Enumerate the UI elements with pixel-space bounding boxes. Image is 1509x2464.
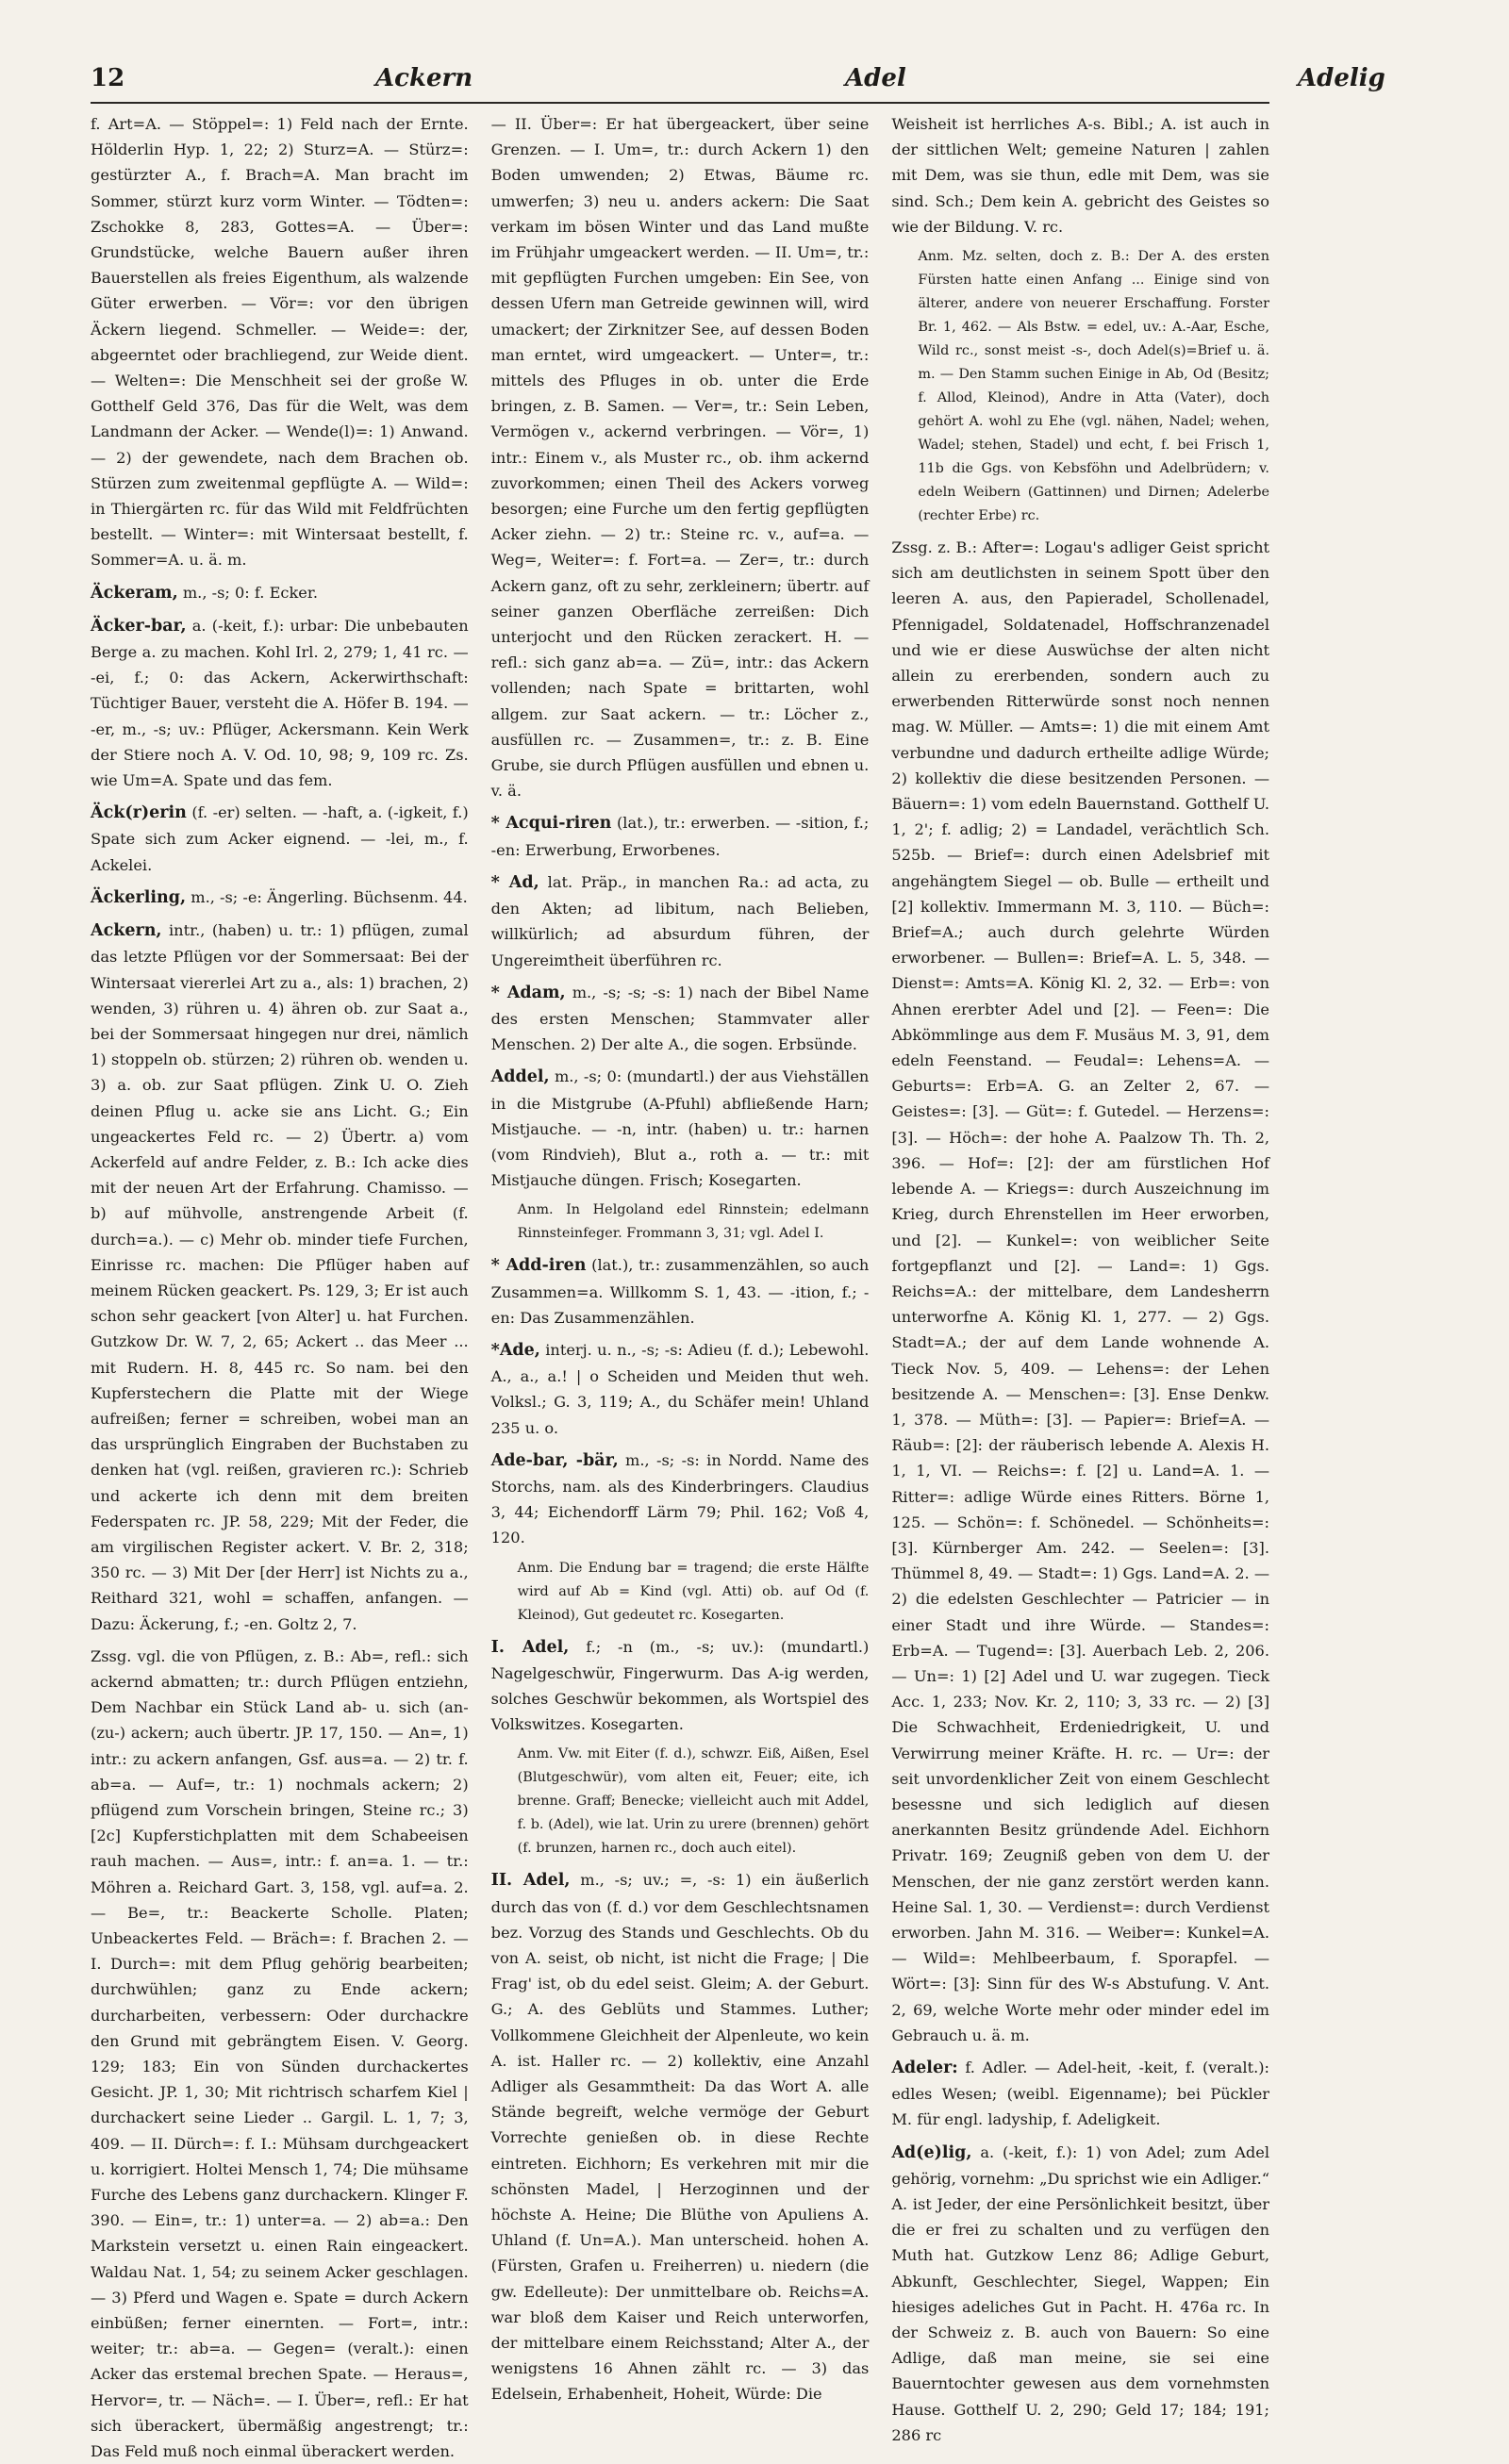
dictionary-entry xyxy=(491,1064,870,1193)
entry-headword: * Add-iren xyxy=(490,1256,587,1276)
dictionary-entry xyxy=(91,885,469,911)
entry-headword: * Ad, xyxy=(490,872,539,892)
header-rule xyxy=(91,102,1269,104)
dictionary-entry xyxy=(491,810,870,862)
page-header xyxy=(91,58,1385,96)
entry-text: a. (-keit, f.): 1) von Adel; zum Adel gehörig, vornehm: „Du sprichst wie ein Adliger.“ A. ist Jeder, der eine Persönlichkeit besitzt, über die er frei zu schalten und zu verfügen den Muth hat. Gutzkow Lenz 86; Adlige Geburt, Abkunft, Geschlechter, Siegel, Wappen; Ein hiesiges adeliches Gut in Pacht. H. 476a rc. In der Schweiz z. B. auch von Bauern: So eine Adlige, daß man meine, sie sei eine Bauerntochter gewesen aus dem vornehmsten Hause. Gotthelf U. 2, 290; Geld 17; 184; 191; 286 rc xyxy=(891,2142,1270,2444)
entry-text: (f. -er) selten. — -haft, a. (-igkeit, f.) Spate sich zum Acker eignend. — -lei, m., f. Ackelei. xyxy=(91,803,469,874)
dictionary-note xyxy=(491,1743,870,1860)
entry-text: Zssg. z. B.: After=: Logau's adliger Geist spricht sich am deutlichsten in seinem Spott über den leeren A. aus, den Papieradel, Schollenadel, Pfennigadel, Soldatenadel, Hoffschranzenadel und wie er diese Auswüchse der alten nicht allein zu ererbenden, sondern auch zu erwerbenden Ritterwürde sonst noch nennen mag. W. Müller. — Amts=: 1) die mit einem Amt verbundne und dadurch ertheilte adlige Würde; 2) kollektiv die diese besitzenden Personen. — Bäuern=: 1) vom edeln Bauernstand. Gotthelf U. 1, 2'; f. adlig; 2) = Landadel, verächtlich Sch. 525b. — Brief=: durch einen Adelsbrief mit angehängtem Siegel — ob. Bulle — ertheilt und [2] kollektiv. Immermann M. 3, 110. — Büch=: Brief=A.; auch durch gelehrte Würden erworbener. — Bullen=: Brief=A. L. 5, 348. — Dienst=: Amts=A. König Kl. 2, 32. — Erb=: von Ahnen ererbter Adel und [2]. — Feen=: Die Abkömmlinge aus dem F. Musäus M. 3, 91, dem edeln Feenstand. — Feudal=: Lehens=A. — Geburts=: Erb=A. G. an Zelter 2, 67. — Geistes=: [3]. — Güt=: f. Gutedel. — Herzens=: [3]. — Höch=: der hohe A. Paalzow Th. Th. 2, 396. — Hof=: [2]: der am fürstlichen Hof lebende A. — Kriegs=: durch Auszeichnung im Krieg, durch Ehrenstellen im Heer erworben, und [2]. — Kunkel=: von weiblicher Seite fortgepflanzt und [2]. — Land=: 1) Ggs. Reichs=A.: der mittelbare, dem Landesherrn unterworfne A. König Kl. 1, 277. — 2) Ggs. Stadt=A.; der auf dem Lande wohnende A. Tieck Nov. 5, 409. — Lehens=: der Lehen besitzende A. — Menschen=: [3]. Ense Denkw. 1, 378. — Müth=: [3]. — Papier=: Brief=A. — Räub=: [2]: der räuberisch lebende A. Alexis H. 1, 1, VI. — Reichs=: f. [2] u. Land=A. 1. — Ritter=: adlige Würde eines Ritters. Börne 1, 125. — Schön=: f. Schönedel. — Schönheits=: [3]. Kürnberger Am. 242. — Seelen=: [3]. Thümmel 8, 49. — Stadt=: 1) Ggs. Land=A. 2. — 2) die edelsten Geschlechter — Patricier — in einer Stadt und ihre Würde. — Standes=: Erb=A. — Tugend=: [3]. Auerbach Leb. 2, 206. — Un=: 1) [2] Adel und U. war zugegen. Tieck Acc. 1, 233; Nov. Kr. 2, 110; 3, 33 rc. — 2) [3] Die Schwachheit, Erdeniedrigkeit, U. und Verwirrung meiner Kräfte. H. rc. — Ur=: der seit unvordenklicher Zeit von einem Geschlecht besessne und sich lediglich auf diesen anerkannten Besitz gründende Adel. Eichhorn Privatr. 169; Zeugniß geben von dem U. der Menschen, der nie ganz zerstört werden kann. Heine Sal. 1, 30. — Verdienst=: durch Verdienst erworben. Jahn M. 316. — Weiber=: Kunkel=A. — Wild=: Mehlbeerbaum, f. Sporapfel. — Wört=: [3]: Sinn für des W-s Abstufung. V. Ant. 2, 69, welche Worte mehr oder minder edel im Gebrauch u. ä. m. xyxy=(891,538,1270,2044)
running-head-left: Ackern xyxy=(375,64,473,92)
entry-text: m., -s; -e: Ängerling. Büchsenm. 44. xyxy=(191,887,468,906)
entry-text: a. (-keit, f.): urbar: Die unbebauten Berge a. zu machen. Kohl Irl. 2, 279; 1, 41 rc. — -ei, f.; 0: das Ackern, Ackerwirthschaft: Tüchtiger Bauer, versteht die A. Höfer B. 194. — -er, m., -s; uv.: Pflüger, Ackersmann. Kein Werk der Stiere noch A. V. Od. 10, 98; 9, 109 rc. Zs. wie Um=A. Spate und das fem. xyxy=(91,616,469,790)
entry-headword: Äckeram, xyxy=(91,583,178,603)
dictionary-entry xyxy=(491,1337,870,1441)
entry-headword: Adeler: xyxy=(891,2059,958,2077)
dictionary-entry xyxy=(491,1634,870,1738)
dictionary-entry xyxy=(491,980,870,1058)
dictionary-entry xyxy=(491,1867,870,2406)
column-2 xyxy=(490,111,870,2404)
entry-headword: II. Adel, xyxy=(490,1871,571,1891)
entry-headword: Addel, xyxy=(490,1067,550,1087)
page-number: 12 xyxy=(91,64,125,92)
dictionary-note xyxy=(491,1557,870,1628)
entry-headword: I. Adel, xyxy=(490,1637,570,1657)
entry-headword: Ad(e)lig, xyxy=(891,2142,972,2162)
dictionary-columns xyxy=(91,111,1270,2461)
entry-text: m., -s; 0: f. Ecker. xyxy=(182,583,318,602)
dictionary-entry xyxy=(91,1644,469,2464)
dictionary-entry xyxy=(891,535,1269,2048)
dictionary-entry xyxy=(91,580,469,606)
entry-headword: Äck(r)erin xyxy=(91,803,187,823)
dictionary-entry xyxy=(491,869,870,973)
dictionary-entry xyxy=(91,800,469,878)
dictionary-entry xyxy=(91,918,469,1637)
entry-text: m., -s; -s: in Nordd. Name des Storchs, nam. als des Kinderbringers. Claudius 3, 44; Eichendorff Lärm 79; Phil. 162; Voß 4, 120. xyxy=(490,1450,870,1547)
entry-text: (lat.), tr.: erwerben. — -sition, f.; -en: Erwerbung, Erworbenes. xyxy=(490,814,870,859)
dictionary-entry xyxy=(891,2140,1269,2448)
entry-headword: Äckerling, xyxy=(91,887,187,907)
entry-text: — II. Über=: Er hat übergeackert, über seine Grenzen. — I. Um=, tr.: durch Ackern 1) den Boden umwenden; 2) Etwas, Bäume rc. umwerfen; 3) neu u. anders ackern: Die Saat verkam im bösen Winter und das Land mußte im Frühjahr umgeackert werden. — II. Um=, tr.: mit gepflügten Furchen umgeben: Ein See, von dessen Ufern man Getreide gewinnen will, wird umackert; der Zirknitzer See, auf dessen Boden man erntet, wird umgeackert. — Unter=, tr.: mittels des Pfluges in ob. unter die Erde bringen, z. B. Samen. — Ver=, tr.: Sein Leben, Vermögen v., ackernd verbringen. — Vör=, 1) intr.: Einem v., als Muster rc., ob. ihm ackernd zuvorkommen; einen Theil des Ackers vorweg besorgen; eine Furche um den fertig gepflügten Acker ziehn. — 2) tr.: Steine rc. v., auf=a. — Weg=, Weiter=: f. Fort=a. — Zer=, tr.: durch Ackern ganz, oft zu sehr, zerkleinern; übertr. auf seiner ganzen Oberfläche zerreißen: Dich unterjocht und den Rücken zerackert. H. — refl.: sich ganz ab=a. — Zü=, intr.: das Ackern vollenden; nach Spate = brittarten, wohl allgem. zur Saat ackern. — tr.: Löcher z., ausfüllen rc. — Zusammen=, tr.: z. B. Eine Grube, sie durch Pflügen ausfüllen und ebnen u. v. ä. xyxy=(490,115,870,801)
entry-text: f. Adler. — Adel-heit, -keit, f. (veralt.): edles Wesen; (weibl. Eigenname); bei Pückler M. für engl. ladyship, f. Adeligkeit. xyxy=(891,2059,1270,2129)
entry-text: intr., (haben) u. tr.: 1) pflügen, zumal das letzte Pflügen vor der Sommersaat: Bei der Wintersaat viererlei Art zu a., als: 1) brachen, 2) wenden, 3) rühren u. 4) ähren ob. zur Saat a., bei der Sommersaat hingegen nur drei, nämlich 1) stoppeln ob. stürzen; 2) rühren ob. wenden u. 3) a. ob. zur Saat pflügen. Zink U. O. Zieh deinen Pflug u. acke sie ans Licht. G.; Ein ungeackertes Feld rc. — 2) Übertr. a) vom Ackerfeld auf andre Felder, z. B.: Ich acke dies mit der neuen Art der Erfahrung. Chamisso. — b) auf mühvolle, anstrengende Arbeit (f. durch=a.). — c) Mehr ob. minder tiefe Furchen, Einrisse rc. machen: Die Pflüger haben auf meinem Rücken geackert. Ps. 129, 3; Er ist auch schon sehr geackert [von Alter] u. hat Furchen. Gutzkow Dr. W. 7, 2, 65; Ackert .. das Meer ... mit Rudern. H. 8, 445 rc. So nam. bei den Kupferstechern die Platte mit der Wiege aufreißen; ferner = schreiben, wobei man an das ursprünglich Eingraben der Buchstaben zu denken hat (vgl. reißen, gravieren rc.): Schrieb und ackerte ich denn mit dem breiten Federspaten rc. JP. 58, 229; Mit der Feder, die am virgilischen Register ackert. V. Br. 2, 318; 350 rc. — 3) Mit Der [der Herr] ist Nichts zu a., Reithard 321, wohl = schaffen, anfangen. — Dazu: Äckerung, f.; -en. Goltz 2, 7. xyxy=(91,921,469,1633)
running-head-right: Adelig xyxy=(1298,64,1385,92)
entry-text: Weisheit ist herrliches A-s. Bibl.; A. ist auch in der sittlichen Welt; gemeine Naturen | zahlen mit Dem, was sie thun, edle mit Dem, was sie sind. Sch.; Dem kein A. gebricht des Geistes so wie der Bildung. V. rc. xyxy=(891,115,1270,236)
dictionary-entry xyxy=(891,2055,1269,2133)
entry-headword: * Acqui-riren xyxy=(490,814,612,834)
entry-text: Anm. Vw. mit Eiter (f. d.), schwzr. Eiß, Aißen, Esel (Blutgeschwür), vom alten eit, Feuer; eite, ich brenne. Graff; Benecke; vielleicht auch mit Addel, f. b. (Adel), wie lat. Urin zu urere (brennen) gehört (f. brunzen, harnen rc., doch auch eitel). xyxy=(517,1746,870,1857)
dictionary-entry xyxy=(491,1447,870,1551)
column-3 xyxy=(891,111,1270,2444)
entry-text: Anm. Die Endung bar = tragend; die erste Hälfte wird auf Ab = Kind (vgl. Atti) ob. auf Od (f. Kleinod), Gut gedeutet rc. Kosegarten. xyxy=(517,1560,870,1623)
entry-text: Anm. Mz. selten, doch z. B.: Der A. des ersten Fürsten hatte einen Anfang ... Einige sind von älterer, andere von neuerer Erschaffung. Forster Br. 1, 462. — Als Bstw. = edel, uv.: A.-Aar, Esche, Wild rc., sonst meist -s-, doch Adel(s)=Brief u. ä. m. — Den Stamm suchen Einige in Ab, Od (Besitz; f. Allod, Kleinod), Andre in Atta (Vater), doch gehört A. wohl zu Ehe (vgl. nähen, Nadel; wehen, Wadel; stehen, Stadel) und echt, f. bei Frisch 1, 11b die Ggs. von Kebsföhn und Adelbrüdern; v. edeln Weibern (Gattinnen) und Dirnen; Adelerbe (rechter Erbe) rc. xyxy=(918,249,1270,524)
dictionary-entry xyxy=(891,111,1269,240)
entry-text: Zssg. vgl. die von Pflügen, z. B.: Ab=, refl.: sich ackernd abmatten; tr.: durch Pflügen entziehn, Dem Nachbar ein Stück Land ab- u. sich (an- (zu-) ackern; auch übertr. JP. 17, 150. — An=, 1) intr.: zu ackern anfangen, Gsf. aus=a. — 2) tr. f. ab=a. — Auf=, tr.: 1) nochmals ackern; 2) pflügend zum Vorschein bringen, Steine rc.; 3) [2c] Kupferstichplatten mit dem Schabeeisen rauh machen. — Aus=, intr.: f. an=a. 1. — tr.: Möhren a. Reichard Gart. 3, 158, vgl. auf=a. 2. — Be=, tr.: Beackerte Scholle. Platen; Unbeackertes Feld. — Bräch=: f. Brachen 2. — I. Durch=: mit dem Pflug gehörig bearbeiten; durchwühlen; ganz zu Ende ackern; durcharbeiten, verbessern: Oder durchackre den Grund mit gebrängtem Eisen. V. Georg. 129; 183; Ein von Sünden durchackertes Gesicht. JP. 1, 30; Mit richtrisch scharfem Kiel | durchackert seine Lieder .. Gargil. L. 1, 7; 3, 409. — II. Dürch=: f. I.: Mühsam durchgeackert u. korrigiert. Holtei Mensch 1, 74; Die mühsame Furche des Lebens ganz durchackern. Klinger F. 390. — Ein=, tr.: 1) unter=a. — 2) ab=a.: Den Markstein versetzt u. einen Rain eingeackert. Waldau Nat. 1, 54; zu seinem Acker geschlagen. — 3) Pferd und Wagen e. Spate = durch Ackern einbüßen; ferner einernten. — Fort=, intr.: weiter; tr.: ab=a. — Gegen= (veralt.): einen Acker das erstemal brechen Spate. — Heraus=, Hervor=, tr. — Näch=. — I. Über=, refl.: Er hat sich überackert, übermäßig angestrengt; tr.: Das Feld muß noch einmal überackert werden. xyxy=(91,1646,469,2461)
entry-headword: Ade-bar, -bär, xyxy=(490,1450,619,1470)
dictionary-entry xyxy=(491,1252,870,1331)
dictionary-note xyxy=(491,1199,870,1246)
entry-text: m., -s; uv.; =, -s: 1) ein äußerlich durch das von (f. d.) vor dem Geschlechtsnamen bez. Vorzug des Stands und Geschlechts. Ob du von A. seist, ob nicht, ist nicht die Frage; | Die Frag' ist, ob du edel seist. Gleim; A. der Geburt. G.; A. des Geblüts und Stammes. Luther; Vollkommene Gleichheit der Alpenleute, wo kein A. ist. Haller rc. — 2) kollektiv, eine Anzahl Adliger als Gesammtheit: Da das Wort A. alle Stände begreift, welche vermöge der Geburt Vorrechte genießen ob. in diese Rechte eintreten. Eichhorn; Es verkehren mit mir die schönsten Madel, | Herzoginnen und der höchste A. Heine; Die Blüthe von Apuliens A. Uhland (f. Un=A.). Man unterscheid. hohen A. (Fürsten, Grafen u. Freiherren) u. niedern (die gw. Edelleute): Der unmittelbare ob. Reichs=A. war bloß dem Kaiser und Reich unterworfen, der mittelbare einem Reichsstand; Alter A., der wenigstens 16 Ahnen zählt rc. — 3) das Edelsein, Erhabenheit, Hoheit, Würde: Die xyxy=(490,1871,870,2404)
entry-headword: * Adam, xyxy=(490,983,566,1002)
entry-text: (lat.), tr.: zusammenzählen, so auch Zusammen=a. Willkomm S. 1, 43. — -ition, f.; -en: Das Zusammenzählen. xyxy=(490,1256,870,1327)
entry-headword: *Ade, xyxy=(490,1340,540,1360)
entry-headword: Ackern, xyxy=(91,921,162,941)
entry-text: m., -s; 0: (mundartl.) der aus Viehställen in die Mistgrube (A-Pfuhl) abfließende Harn; Mistjauche. — -n, intr. (haben) u. tr.: harnen (vom Rindvieh), Blut a., roth a. — tr.: mit Mistjauche düngen. Frisch; Kosegarten. xyxy=(490,1067,870,1190)
dictionary-note xyxy=(891,245,1269,528)
column-1 xyxy=(91,111,469,2461)
entry-text: interj. u. n., -s; -s: Adieu (f. d.); Lebewohl. A., a., a.! | o Scheiden und Meiden thut weh. Volksl.; G. 3, 119; A., du Schäfer mein! Uhland 235 u. o. xyxy=(490,1340,870,1437)
dictionary-entry xyxy=(91,111,469,573)
dictionary-entry xyxy=(491,111,870,803)
dictionary-entry xyxy=(91,613,469,793)
entry-headword: Äcker-bar, xyxy=(91,616,187,636)
entry-text: Anm. In Helgoland edel Rinnstein; edelmann Rinnsteinfeger. Frommann 3, 31; vgl. Adel I. xyxy=(517,1202,870,1242)
entry-text: lat. Präp., in manchen Ra.: ad acta, zu den Akten; ad libitum, nach Belieben, willkürlich; ad absurdum führen, der Ungereimtheit überführen rc. xyxy=(490,872,870,969)
running-head-center: Adel xyxy=(845,64,906,92)
entry-text: f. Art=A. — Stöppel=: 1) Feld nach der Ernte. Hölderlin Hyp. 1, 22; 2) Sturz=A. — Stürz=: gestürzter A., f. Brach=A. Man bracht im Sommer, stürzt kurz vorm Winter. — Tödten=: Zschokke 8, 283, Gottes=A. — Über=: Grundstücke, welche Bauern außer ihren Bauerstellen als freies Eigenthum, als walzende Güter erwerben. — Vör=: vor den übrigen Äckern liegend. Schmeller. — Weide=: der, abgeerntet oder brachliegend, zur Weide dient. — Welten=: Die Menschheit sei der große W. Gotthelf Geld 376, Das für die Welt, was dem Landmann der Acker. — Wende(l)=: 1) Anwand. — 2) der gewendete, nach dem Brachen ob. Stürzen zum zweitenmal gepflügte A. — Wild=: in Thiergärten rc. für das Wild mit Feldfrüchten bestellt. — Winter=: mit Wintersaat bestellt, f. Sommer=A. u. ä. m. xyxy=(91,115,469,570)
entry-text: f.; -n (m., -s; uv.): (mundartl.) Nagelgeschwür, Fingerwurm. Das A-ig werden, solches Geschwür bekommen, als Wortspiel des Volkswitzes. Kosegarten. xyxy=(490,1637,870,1734)
entry-text: m., -s; -s; -s: 1) nach der Bibel Name des ersten Menschen; Stammvater aller Menschen. 2) Der alte A., die sogen. Erbsünde. xyxy=(490,983,870,1054)
